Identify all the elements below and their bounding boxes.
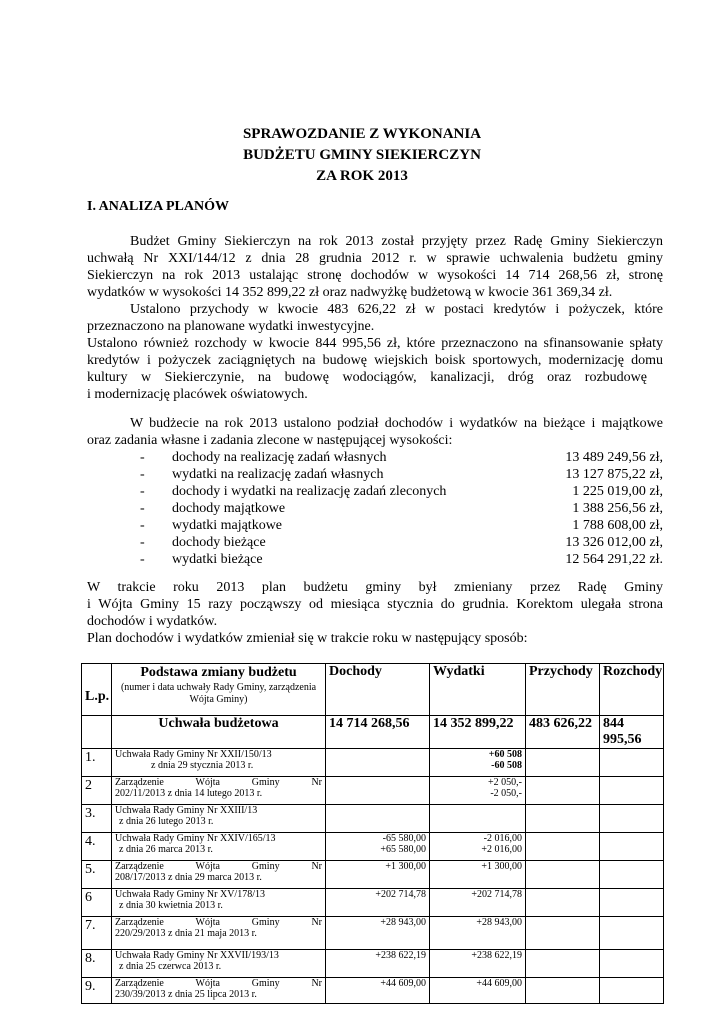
list-item: [87, 449, 663, 466]
list-item-amount: 12 564 291,22 zł.: [565, 552, 663, 567]
header-basis-title: Podstawa zmiany budżetu: [140, 665, 297, 680]
text-line: uchwałą Nr XXI/144/12 z dnia 28 grudnia 2012 r. w sprawie uchwalenia budżetu gminy: [87, 251, 663, 266]
row-outflows: [600, 833, 664, 861]
row-expenses: [430, 833, 526, 861]
bullet-dash: -: [140, 484, 145, 499]
row-basis-line-2: z dnia 25 czerwca 2013 r.: [119, 961, 222, 972]
row-outflows: [600, 978, 664, 1004]
row-basis: [112, 833, 326, 861]
list-item-label: wydatki bieżące: [172, 552, 263, 567]
expenses-line-2: -60 508: [491, 760, 522, 771]
expenses-line-1: +1 300,00: [481, 861, 522, 872]
text-line: W budżecie na rok 2013 ustalono podział dochodów i wydatków na bieżące i majątkowe: [130, 416, 663, 431]
list-item-label: dochody i wydatki na realizację zadań zleconych: [172, 484, 447, 499]
row-basis: [112, 861, 326, 889]
row-basis-line-1: Uchwała Rady Gminy Nr XV/178/13: [115, 889, 265, 900]
list-item: [87, 500, 663, 517]
row-outflows: [600, 917, 664, 950]
table-row: [82, 833, 664, 861]
row-expenses: [430, 889, 526, 917]
list-item-amount: 1 788 608,00 zł,: [572, 518, 663, 533]
row-basis: [112, 749, 326, 777]
row-income: [326, 978, 430, 1004]
expenses-line-1: +238 622,19: [471, 950, 522, 961]
table-row: [82, 950, 664, 978]
expenses-line-1: +202 714,78: [471, 889, 522, 900]
row-basis: [112, 978, 326, 1004]
base-budget-revenues: 483 626,22: [526, 716, 600, 749]
base-budget-label: Uchwała budżetowa: [112, 716, 326, 749]
header-revenues: Przychody: [526, 664, 600, 716]
row-income: [326, 777, 430, 805]
row-income: [326, 749, 430, 777]
row-expenses: [430, 950, 526, 978]
bullet-dash: -: [140, 467, 145, 482]
list-item: [87, 483, 663, 500]
expenses-line-1: +2 050,-: [488, 777, 522, 788]
row-outflows: [600, 749, 664, 777]
table-cell: [82, 716, 112, 749]
bullet-dash: -: [140, 450, 145, 465]
base-budget-income: 14 714 268,56: [326, 716, 430, 749]
row-basis-line-1: Zarządzenie Wójta Gminy Nr: [115, 978, 322, 989]
list-item-amount: 1 225 019,00 zł,: [572, 484, 663, 499]
section-heading: I. ANALIZA PLANÓW: [87, 199, 229, 214]
table-row: [82, 805, 664, 833]
list-item-label: wydatki na realizację zadań własnych: [172, 467, 384, 482]
text-line: dochodów i wydatków.: [87, 614, 218, 629]
row-basis: [112, 805, 326, 833]
row-basis-line-1: Uchwała Rady Gminy Nr XXIII/13: [115, 805, 258, 816]
row-basis-line-1: Uchwała Rady Gminy Nr XXII/150/13: [115, 749, 272, 760]
row-basis-line-2: 230/39/2013 z dnia 25 lipca 2013 r.: [115, 989, 257, 1000]
row-basis-line-2: 208/17/2013 z dnia 29 marca 2013 r.: [115, 872, 262, 883]
row-basis-line-2: z dnia 26 lutego 2013 r.: [119, 816, 214, 827]
paragraph-division: [87, 415, 663, 449]
row-basis-line-2: 202/11/2013 z dnia 14 lutego 2013 r.: [115, 788, 263, 799]
list-item-amount: 1 388 256,56 zł,: [572, 501, 663, 516]
text-line: i Wójta Gminy 15 razy począwszy od miesiąca stycznia do grudnia. Korektom ulegała strona: [87, 597, 663, 612]
list-item: [87, 517, 663, 534]
expenses-line-1: +44 609,00: [476, 978, 522, 989]
income-line-1: +44 609,00: [380, 978, 426, 989]
row-income: [326, 805, 430, 833]
row-basis: [112, 777, 326, 805]
expenses-line-1: +28 943,00: [476, 917, 522, 928]
row-outflows: [600, 861, 664, 889]
row-outflows: [600, 950, 664, 978]
list-item: [87, 534, 663, 551]
list-item-label: dochody bieżące: [172, 535, 266, 550]
table-row: [82, 749, 664, 777]
row-lp: 8.: [82, 950, 112, 978]
row-basis-line-2: 220/29/2013 z dnia 21 maja 2013 r.: [115, 928, 257, 939]
table-row-base-budget: [82, 716, 664, 749]
list-item-amount: 13 489 249,56 zł,: [565, 450, 663, 465]
row-lp: 2: [82, 777, 112, 805]
row-revenues: [526, 749, 600, 777]
base-budget-outflows: 844 995,56: [600, 716, 664, 749]
text-line: Ustalono również rozchody w kwocie 844 995,56 zł, które przeznaczono na sfinansowanie spłaty: [87, 336, 663, 351]
row-basis-line-2: z dnia 29 stycznia 2013 r.: [151, 760, 254, 771]
table-row: [82, 861, 664, 889]
row-lp: 3.: [82, 805, 112, 833]
row-revenues: [526, 978, 600, 1004]
row-income: [326, 917, 430, 950]
row-revenues: [526, 833, 600, 861]
row-income: [326, 861, 430, 889]
income-line-1: +1 300,00: [385, 861, 426, 872]
row-expenses: [430, 777, 526, 805]
header-income: Dochody: [326, 664, 430, 716]
row-revenues: [526, 950, 600, 978]
income-line-1: +202 714,78: [375, 889, 426, 900]
row-income: [326, 950, 430, 978]
row-basis: [112, 889, 326, 917]
row-lp: 7.: [82, 917, 112, 950]
text-line: Plan dochodów i wydatków zmieniał się w trakcie roku w następujący sposób:: [87, 631, 528, 646]
expenses-line-1: +60 508: [488, 749, 522, 760]
row-basis: [112, 950, 326, 978]
header-outflows: Rozchody: [600, 664, 664, 716]
budget-changes-table: [81, 663, 664, 1004]
row-basis-line-1: Zarządzenie Wójta Gminy Nr: [115, 861, 322, 872]
table-row: [82, 777, 664, 805]
row-basis-line-1: Uchwała Rady Gminy Nr XXVII/193/13: [115, 950, 279, 961]
row-lp: 4.: [82, 833, 112, 861]
paragraph-outflows: [87, 335, 663, 403]
income-line-2: +65 580,00: [380, 844, 426, 855]
row-basis-line-1: Zarządzenie Wójta Gminy Nr: [115, 777, 322, 788]
bullet-dash: -: [140, 535, 145, 550]
row-expenses: [430, 978, 526, 1004]
income-line-1: -65 580,00: [382, 833, 426, 844]
list-item-amount: 13 127 875,22 zł,: [565, 467, 663, 482]
text-line: wydatków w wysokości 14 352 899,22 zł oraz nadwyżkę budżetową w kwocie 361 369,34 zł.: [87, 285, 613, 300]
table-row: [82, 889, 664, 917]
row-income: [326, 889, 430, 917]
row-outflows: [600, 889, 664, 917]
paragraph-budget-adoption: [87, 233, 663, 301]
document-title-line-1: SPRAWOZDANIE Z WYKONANIA: [242, 126, 482, 142]
row-outflows: [600, 777, 664, 805]
text-line: Ustalono przychody w kwocie 483 626,22 zł w postaci kredytów i pożyczek, które: [130, 302, 663, 317]
expenses-line-2: +2 016,00: [481, 844, 522, 855]
row-basis-line-2: z dnia 26 marca 2013 r.: [119, 844, 213, 855]
row-basis-line-2: z dnia 30 kwietnia 2013 r.: [119, 900, 223, 911]
text-line: oraz zadania własne i zadania zlecone w następującej wysokości:: [87, 433, 453, 448]
table-header-row: [82, 664, 664, 716]
header-lp: L.p.: [82, 664, 112, 716]
header-basis-subtitle: (numer i data uchwały Rady Gminy, zarządzenia Wójta Gminy): [120, 682, 317, 705]
row-revenues: [526, 889, 600, 917]
list-item: [87, 466, 663, 483]
text-line: przeznaczono na planowane wydatki inwestycyjne.: [87, 319, 375, 334]
row-revenues: [526, 861, 600, 889]
bullet-dash: -: [140, 501, 145, 516]
paragraph-changes: [87, 579, 663, 647]
row-expenses: [430, 805, 526, 833]
text-line: kredytów i pożyczek zaciągniętych na budowę wiejskich boisk sportowych, modernizację domu: [87, 353, 663, 368]
header-expenses: Wydatki: [430, 664, 526, 716]
row-basis-line-1: Uchwała Rady Gminy Nr XXIV/165/13: [115, 833, 276, 844]
row-revenues: [526, 777, 600, 805]
text-line: W trakcie roku 2013 plan budżetu gminy był zmieniany przez Radę Gminy: [87, 580, 663, 595]
row-income: [326, 833, 430, 861]
row-lp: 5.: [82, 861, 112, 889]
list-item-amount: 13 326 012,00 zł,: [565, 535, 663, 550]
text-line: Budżet Gminy Siekierczyn na rok 2013 został przyjęty przez Radę Gminy Siekierczyn: [130, 234, 663, 249]
row-basis: [112, 917, 326, 950]
expenses-line-2: -2 050,-: [490, 788, 522, 799]
document-title-line-2: BUDŻETU GMINY SIEKIERCZYN: [243, 147, 481, 163]
list-item-label: dochody na realizację zadań własnych: [172, 450, 387, 465]
row-expenses: [430, 749, 526, 777]
header-basis: [112, 664, 326, 716]
row-lp: 9.: [82, 978, 112, 1004]
bullet-dash: -: [140, 552, 145, 567]
income-line-1: +28 943,00: [380, 917, 426, 928]
row-lp: 1.: [82, 749, 112, 777]
row-expenses: [430, 861, 526, 889]
paragraph-revenues: [87, 301, 663, 335]
row-lp: 6: [82, 889, 112, 917]
budget-division-list: [87, 449, 663, 568]
row-basis-line-1: Zarządzenie Wójta Gminy Nr: [115, 917, 322, 928]
list-item-label: dochody majątkowe: [172, 501, 286, 516]
income-line-1: +238 622,19: [375, 950, 426, 961]
row-expenses: [430, 917, 526, 950]
text-line: kultury w Siekierczynie, na budowę wodociągów, kanalizacji, dróg oraz rozbudowę: [87, 370, 647, 385]
list-item-label: wydatki majątkowe: [172, 518, 283, 533]
expenses-line-1: -2 016,00: [483, 833, 522, 844]
list-item: [87, 551, 663, 568]
base-budget-expenses: 14 352 899,22: [430, 716, 526, 749]
row-outflows: [600, 805, 664, 833]
text-line: Siekierczyn na rok 2013 ustalając stronę dochodów w wysokości 14 714 268,56 zł, stronę: [87, 268, 663, 283]
bullet-dash: -: [140, 518, 145, 533]
document-title-line-3: ZA ROK 2013: [316, 168, 408, 184]
text-line: i modernizację placówek oświatowych.: [87, 387, 308, 402]
row-revenues: [526, 917, 600, 950]
row-revenues: [526, 805, 600, 833]
table-row: [82, 978, 664, 1004]
table-row: [82, 917, 664, 950]
